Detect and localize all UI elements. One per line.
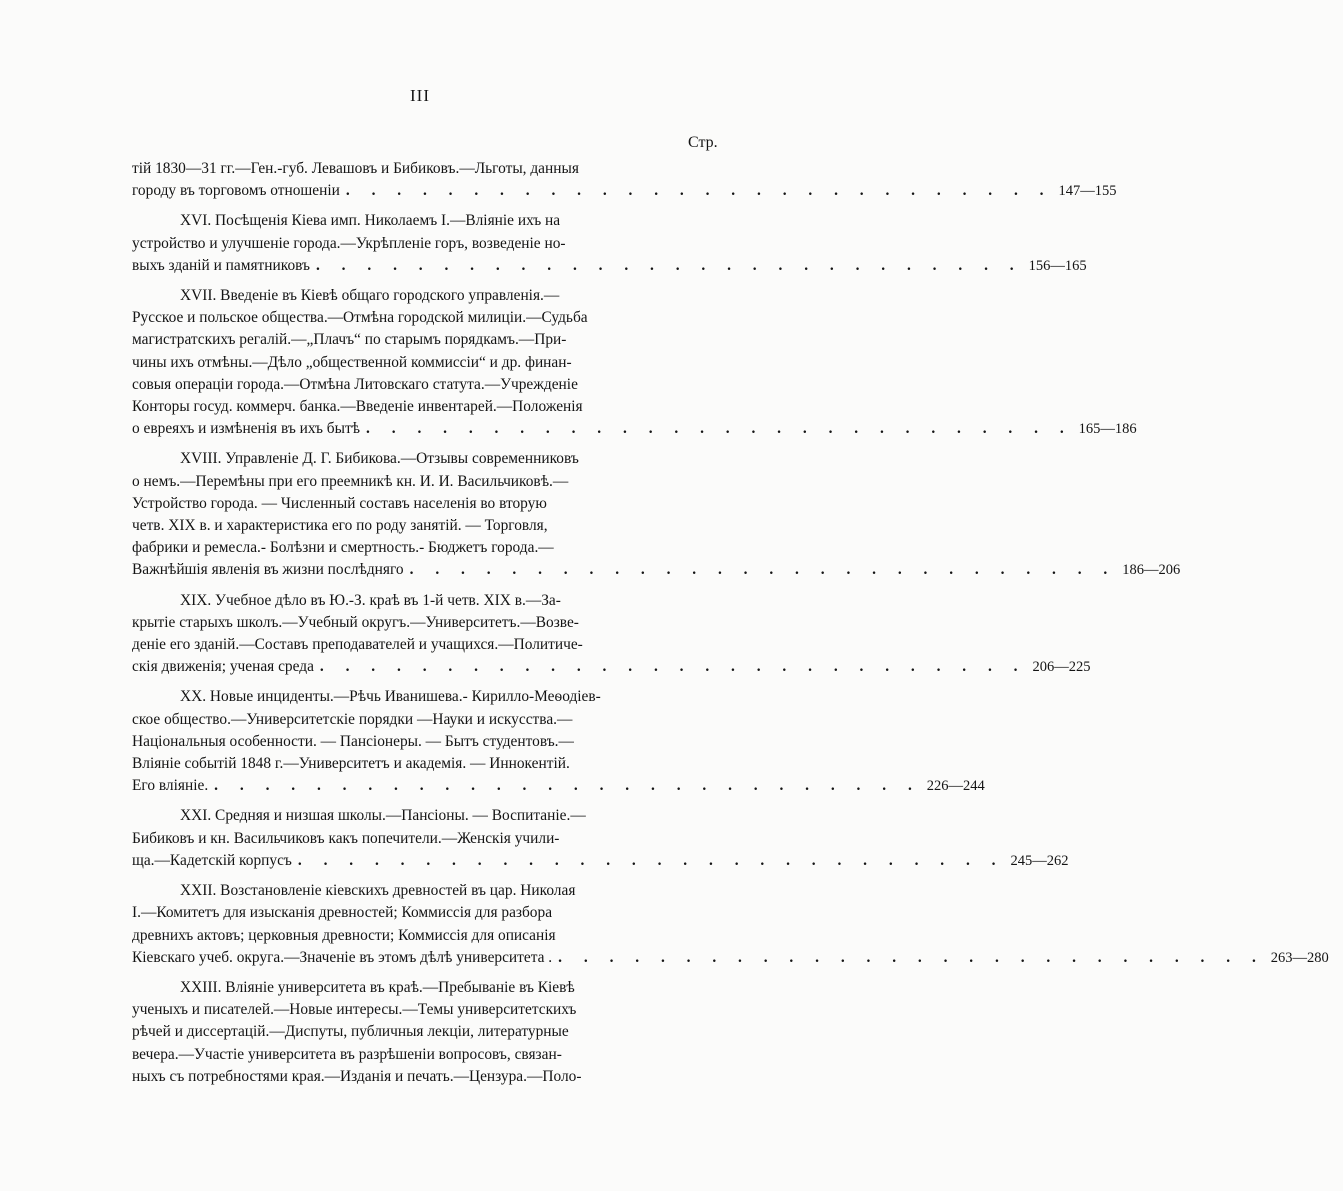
page-range: 245—262 xyxy=(1010,852,1069,869)
page-range: 165—186 xyxy=(1078,421,1137,438)
dot-leader: . . . . . . . . . . . . . . . . . . . . . . . . . . . . xyxy=(409,561,1117,579)
toc-line-text: Кіевскаго учеб. округа.—Значеніе въ этомъ дѣлѣ университета . xyxy=(132,948,553,966)
toc-line xyxy=(132,537,672,559)
toc-line xyxy=(132,307,672,329)
toc-line xyxy=(132,590,672,612)
toc-line-text: Бибиковъ и кн. Васильчиковъ какъ попечители.—Женскія учили- xyxy=(132,829,560,847)
toc-line xyxy=(132,828,672,850)
toc-line-text: чины ихъ отмѣны.—Дѣло „общественной коммиссіи“ и др. финан- xyxy=(132,353,572,371)
toc-line xyxy=(132,686,672,708)
toc-line xyxy=(132,731,672,753)
toc-line xyxy=(132,634,672,656)
toc-line xyxy=(132,850,1069,872)
toc-line-text: магистратскихъ регалій.—„Плачъ“ по старымъ порядкамъ.—При- xyxy=(132,331,567,349)
toc-line xyxy=(132,233,672,255)
toc-line xyxy=(132,158,672,180)
toc-line xyxy=(132,180,1117,202)
dot-leader: . . . . . . . . . . . . . . . . . . . . . . . . . . . . xyxy=(345,182,1053,200)
page-number: III xyxy=(410,86,430,105)
toc-line xyxy=(132,999,672,1021)
toc-entry xyxy=(132,158,1117,202)
toc-entry xyxy=(132,880,1329,969)
toc-line xyxy=(132,471,672,493)
toc-line xyxy=(132,709,672,731)
toc-line-text: XVII. Введеніе въ Кіевѣ общаго городского управленія.— xyxy=(180,287,560,305)
toc-line xyxy=(132,925,672,947)
dot-leader: . . . . . . . . . . . . . . . . . . . . . . . . . . . . xyxy=(315,256,1023,274)
toc-line-text: XVIII. Управленіе Д. Г. Бибикова.—Отзывы современниковъ xyxy=(180,450,579,468)
toc-line-text: ское общество.—Университетскіе порядки —Науки и искусства.— xyxy=(132,710,573,728)
toc-line-text: о немъ.—Перемѣны при его преемникѣ кн. И. И. Васильчиковѣ.— xyxy=(132,472,569,490)
toc-line-text: тій 1830—31 гг.—Ген.-губ. Левашовъ и Бибиковъ.—Льготы, данныя xyxy=(132,160,579,177)
toc-entry xyxy=(132,805,1069,872)
page-range: 147—155 xyxy=(1058,183,1117,200)
toc-line-text: древнихъ актовъ; церковныя древности; Коммиссія для описанія xyxy=(132,926,556,944)
toc-line-text: Важнѣйшія явленія въ жизни послѣдняго xyxy=(132,561,404,579)
toc-line xyxy=(132,775,985,797)
toc-line-text: городу въ торговомъ отношеніи xyxy=(132,182,340,200)
toc-line xyxy=(132,448,672,470)
toc-line-text: выхъ зданій и памятниковъ xyxy=(132,256,310,274)
toc-line-text: XX. Новые инциденты.—Рѣчь Иванишева.- Кирилло-Меѳодіев- xyxy=(180,688,601,706)
toc-line-text: Вліяніе событій 1848 г.—Университетъ и академія. — Иннокентій. xyxy=(132,755,570,773)
toc-line-text: скія движенія; ученая среда xyxy=(132,658,314,676)
toc-entry xyxy=(132,977,742,1088)
toc-line-text: Устройство города. — Численный составъ населенія во вторую xyxy=(132,494,547,512)
page-range: 186—206 xyxy=(1122,562,1181,579)
dot-leader: . . . . . . . . . . . . . . . . . . . . . . . . . . . . xyxy=(366,420,1073,438)
toc-entry xyxy=(132,210,1087,277)
toc-line xyxy=(132,515,672,537)
toc-line-text: XVI. Посѣщенія Кіева имп. Николаемъ I.—Вліяніе ихъ на xyxy=(180,212,561,230)
toc-line xyxy=(132,559,1181,581)
toc-line xyxy=(132,396,672,418)
toc-line-text: XIX. Учебное дѣло въ Ю.-З. краѣ въ 1-й четв. XIX в.—За- xyxy=(180,591,561,609)
pages-column-header: Стр. xyxy=(688,134,718,151)
toc-line-text: XXII. Возстановленіе кіевскихъ древностей въ цар. Николая xyxy=(180,882,576,900)
toc-line xyxy=(132,947,1329,969)
toc-line-text: четв. XIX в. и характеристика его по роду занятій. — Торговля, xyxy=(132,517,548,535)
toc-line-text: ныхъ съ потребностями края.—Изданія и печать.—Цензура.—Поло- xyxy=(132,1067,582,1085)
table-of-contents xyxy=(132,158,1329,1096)
dot-leader: . . . . . . . . . . . . . . . . . . . . . . . . . . . . xyxy=(319,658,1027,676)
toc-line xyxy=(132,210,672,232)
toc-line xyxy=(132,374,672,396)
toc-line xyxy=(132,880,672,902)
toc-line-text: XXI. Средняя и низшая школы.—Пансіоны. — Воспитаніе.— xyxy=(180,807,586,825)
toc-line-text: ученыхъ и писателей.—Новые интересы.—Темы университетскихъ xyxy=(132,1001,577,1019)
toc-line xyxy=(132,1021,672,1043)
toc-line-text: совыя операціи города.—Отмѣна Литовскаго статута.—Учрежденіе xyxy=(132,375,578,393)
toc-line xyxy=(132,753,672,775)
toc-line xyxy=(132,285,672,307)
toc-line-text: Его вліяніе. xyxy=(132,777,209,795)
toc-line-text: Русское и польское общества.—Отмѣна городской милиціи.—Судьба xyxy=(132,309,588,327)
toc-line xyxy=(132,1044,672,1066)
page-range: 226—244 xyxy=(926,778,985,795)
toc-line xyxy=(132,1066,672,1088)
page-range: 156—165 xyxy=(1028,257,1087,274)
dot-leader: . . . . . . . . . . . . . . . . . . . . . . . . . . . . xyxy=(214,777,921,795)
toc-line-text: крытіе старыхъ школъ.—Учебный округъ.—Университетъ.—Возве- xyxy=(132,613,579,631)
toc-line xyxy=(132,493,672,515)
toc-line xyxy=(132,329,672,351)
toc-line-text: вечера.—Участіе университета въ разрѣшеніи вопросовъ, связан- xyxy=(132,1045,562,1063)
toc-line-text: I.—Комитетъ для изысканія древностей; Коммиссія для разбора xyxy=(132,904,553,922)
toc-line-text: Національныя особенности. — Пансіонеры. — Бытъ студентовъ.— xyxy=(132,732,574,750)
toc-line xyxy=(132,255,1087,277)
toc-line-text: фабрики и ремесла.- Болѣзни и смертность.- Бюджетъ города.— xyxy=(132,539,554,557)
toc-line xyxy=(132,352,672,374)
toc-line xyxy=(132,902,672,924)
toc-line xyxy=(132,805,672,827)
dot-leader: . . . . . . . . . . . . . . . . . . . . . . . . . . . . xyxy=(558,948,1265,966)
toc-line xyxy=(132,656,1091,678)
toc-line-text: ща.—Кадетскій корпусъ xyxy=(132,851,292,869)
toc-line-text: устройство и улучшеніе города.—Укрѣпленіе горъ, возведеніе но- xyxy=(132,234,566,252)
page-range: 263—280 xyxy=(1270,949,1329,966)
toc-line-text: XXIII. Вліяніе университета въ краѣ.—Пребываніе въ Кіевѣ xyxy=(180,978,575,996)
toc-entry xyxy=(132,686,985,797)
toc-entry xyxy=(132,285,1137,440)
toc-line-text: Конторы госуд. коммерч. банка.—Введеніе инвентарей.—Положенія xyxy=(132,398,583,416)
toc-entry xyxy=(132,590,1091,679)
toc-line xyxy=(132,612,672,634)
toc-line xyxy=(132,977,672,999)
page-range: 206—225 xyxy=(1032,659,1091,676)
toc-line-text: деніе его зданій.—Составъ преподавателей и учащихся.—Политиче- xyxy=(132,636,583,654)
dot-leader: . . . . . . . . . . . . . . . . . . . . . . . . . . . . xyxy=(297,851,1005,869)
toc-line-text: рѣчей и диссертацій.—Диспуты, публичныя лекціи, литературные xyxy=(132,1023,569,1041)
toc-entry xyxy=(132,448,1181,581)
toc-line xyxy=(132,418,1137,440)
toc-line-text: о евреяхъ и измѣненія въ ихъ бытѣ xyxy=(132,420,361,438)
